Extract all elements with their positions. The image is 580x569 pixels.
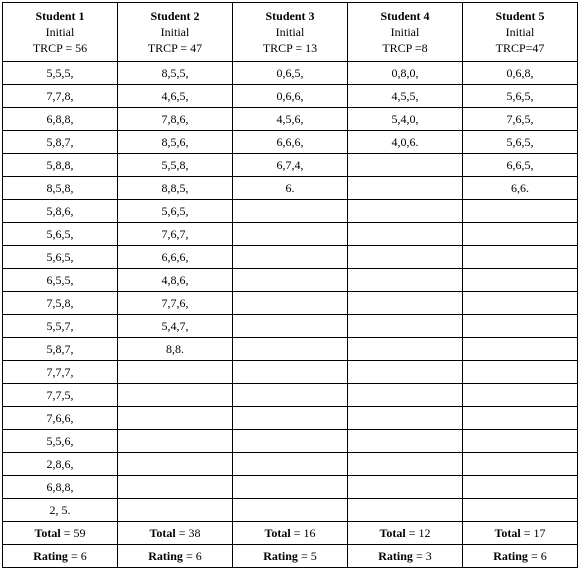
total-row xyxy=(3,522,578,545)
score-cell: 8,5,8, xyxy=(3,177,118,200)
data-row xyxy=(3,200,578,223)
score-cell xyxy=(118,384,233,407)
data-row xyxy=(3,131,578,154)
score-cell xyxy=(233,269,348,292)
student-name: Student 3 xyxy=(265,9,315,23)
score-cell: 8,8,5, xyxy=(118,177,233,200)
score-cell xyxy=(463,453,578,476)
total-cell-label: Total xyxy=(264,525,291,540)
score-cell: 0,6,5, xyxy=(233,62,348,85)
score-cell: 2, 5. xyxy=(3,499,118,522)
header-cell xyxy=(463,3,578,62)
score-cell: 7,8,6, xyxy=(118,108,233,131)
total-cell-label: Total xyxy=(34,525,61,540)
student-name: Student 1 xyxy=(35,9,85,23)
score-cell xyxy=(463,246,578,269)
score-cell xyxy=(348,246,463,269)
score-cell: 4,6,5, xyxy=(118,85,233,108)
header-cell xyxy=(118,3,233,62)
score-cell xyxy=(233,499,348,522)
total-cell-label: Total xyxy=(494,525,521,540)
score-cell: 0,8,0, xyxy=(348,62,463,85)
rating-cell xyxy=(3,545,118,568)
score-cell xyxy=(348,177,463,200)
score-cell xyxy=(233,223,348,246)
score-cell xyxy=(118,361,233,384)
score-cell: 5,8,8, xyxy=(3,154,118,177)
score-cell: 7,6,7, xyxy=(118,223,233,246)
score-cell xyxy=(463,269,578,292)
initial-label: Initial xyxy=(505,25,535,39)
score-cell xyxy=(463,223,578,246)
data-row xyxy=(3,292,578,315)
score-cell: 5,6,5, xyxy=(118,200,233,223)
score-cell: 5,6,5, xyxy=(3,246,118,269)
score-cell: 6,8,8, xyxy=(3,476,118,499)
score-cell xyxy=(233,200,348,223)
score-cell xyxy=(118,407,233,430)
total-cell xyxy=(348,522,463,545)
score-cell: 8,8. xyxy=(118,338,233,361)
score-cell xyxy=(348,499,463,522)
trcp-value: TRCP=47 xyxy=(495,41,545,55)
score-cell xyxy=(348,407,463,430)
score-cell: 0,6,6, xyxy=(233,85,348,108)
score-cell: 5,6,5, xyxy=(463,85,578,108)
score-cell xyxy=(348,154,463,177)
score-cell xyxy=(348,269,463,292)
rating-cell-label: Rating xyxy=(493,548,528,563)
total-cell-value: = 17 xyxy=(520,525,546,540)
trcp-value: TRCP =8 xyxy=(382,41,428,55)
score-cell: 5,5,5, xyxy=(3,62,118,85)
rating-row xyxy=(3,545,578,568)
data-row xyxy=(3,499,578,522)
score-cell xyxy=(233,315,348,338)
score-cell xyxy=(348,292,463,315)
score-cell xyxy=(348,223,463,246)
score-cell xyxy=(233,338,348,361)
rating-cell-value: = 6 xyxy=(527,548,547,563)
score-cell: 7,5,8, xyxy=(3,292,118,315)
data-row xyxy=(3,85,578,108)
initial-label: Initial xyxy=(275,25,305,39)
total-cell xyxy=(463,522,578,545)
rating-cell xyxy=(233,545,348,568)
trcp-value: TRCP = 56 xyxy=(32,41,88,55)
rating-cell-label: Rating xyxy=(378,548,413,563)
score-cell: 8,5,6, xyxy=(118,131,233,154)
score-cell xyxy=(348,476,463,499)
score-cell: 5,8,7, xyxy=(3,131,118,154)
total-cell-label: Total xyxy=(149,525,176,540)
data-row xyxy=(3,453,578,476)
student-name: Student 2 xyxy=(150,9,200,23)
total-cell xyxy=(233,522,348,545)
score-cell: 5,4,0, xyxy=(348,108,463,131)
trcp-value: TRCP = 47 xyxy=(147,41,203,55)
score-cell: 4,5,6, xyxy=(233,108,348,131)
data-row xyxy=(3,62,578,85)
data-row xyxy=(3,246,578,269)
score-cell: 6,6,6, xyxy=(233,131,348,154)
score-cell: 7,7,5, xyxy=(3,384,118,407)
score-cell: 5,6,5, xyxy=(3,223,118,246)
score-cell xyxy=(463,361,578,384)
scores-table-body xyxy=(3,3,578,568)
score-cell: 7,7,7, xyxy=(3,361,118,384)
data-row xyxy=(3,407,578,430)
score-cell: 6,8,8, xyxy=(3,108,118,131)
score-cell: 6. xyxy=(233,177,348,200)
score-cell xyxy=(233,430,348,453)
score-cell xyxy=(463,315,578,338)
rating-cell-label: Rating xyxy=(148,548,183,563)
data-row xyxy=(3,223,578,246)
data-row xyxy=(3,338,578,361)
score-cell xyxy=(348,338,463,361)
data-row xyxy=(3,430,578,453)
score-cell xyxy=(233,407,348,430)
score-cell: 6,7,4, xyxy=(233,154,348,177)
score-cell xyxy=(118,499,233,522)
score-cell xyxy=(348,430,463,453)
score-cell xyxy=(348,200,463,223)
score-cell xyxy=(463,338,578,361)
score-cell: 5,8,7, xyxy=(3,338,118,361)
score-cell: 7,7,8, xyxy=(3,85,118,108)
rating-cell-label: Rating xyxy=(33,548,68,563)
score-cell: 0,6,8, xyxy=(463,62,578,85)
trcp-value: TRCP = 13 xyxy=(262,41,318,55)
score-cell xyxy=(463,292,578,315)
initial-label: Initial xyxy=(160,25,190,39)
rating-cell-value: = 5 xyxy=(297,548,317,563)
score-cell: 8,5,5, xyxy=(118,62,233,85)
student-name: Student 5 xyxy=(495,9,545,23)
scores-table xyxy=(2,2,578,568)
score-cell xyxy=(233,361,348,384)
total-cell-value: = 38 xyxy=(175,525,201,540)
rating-cell xyxy=(348,545,463,568)
score-cell xyxy=(463,499,578,522)
score-cell: 6,6,6, xyxy=(118,246,233,269)
rating-cell-label: Rating xyxy=(263,548,298,563)
score-cell xyxy=(463,200,578,223)
score-cell xyxy=(233,292,348,315)
data-row xyxy=(3,269,578,292)
score-cell xyxy=(348,453,463,476)
score-cell: 7,6,6, xyxy=(3,407,118,430)
score-cell xyxy=(233,384,348,407)
score-cell xyxy=(348,384,463,407)
score-cell xyxy=(463,430,578,453)
score-cell xyxy=(233,453,348,476)
rating-cell xyxy=(463,545,578,568)
score-cell: 5,6,5, xyxy=(463,131,578,154)
total-cell xyxy=(118,522,233,545)
student-name: Student 4 xyxy=(380,9,430,23)
score-cell: 7,7,6, xyxy=(118,292,233,315)
score-cell xyxy=(118,430,233,453)
rating-cell-value: = 6 xyxy=(182,548,202,563)
total-cell xyxy=(3,522,118,545)
header-row xyxy=(3,3,578,62)
score-cell xyxy=(233,246,348,269)
data-row xyxy=(3,108,578,131)
score-cell: 4,0,6. xyxy=(348,131,463,154)
total-cell-value: = 59 xyxy=(60,525,86,540)
score-cell: 5,5,7, xyxy=(3,315,118,338)
rating-cell-value: = 3 xyxy=(412,548,432,563)
score-cell: 4,8,6, xyxy=(118,269,233,292)
score-cell: 6,5,5, xyxy=(3,269,118,292)
header-cell xyxy=(3,3,118,62)
score-cell: 5,4,7, xyxy=(118,315,233,338)
data-row xyxy=(3,384,578,407)
score-cell xyxy=(463,476,578,499)
score-cell xyxy=(463,407,578,430)
score-cell: 5,8,6, xyxy=(3,200,118,223)
score-cell xyxy=(348,361,463,384)
score-cell: 5,5,6, xyxy=(3,430,118,453)
score-cell xyxy=(463,384,578,407)
score-cell: 5,5,8, xyxy=(118,154,233,177)
initial-label: Initial xyxy=(390,25,420,39)
score-cell xyxy=(233,476,348,499)
data-row xyxy=(3,476,578,499)
total-cell-value: = 16 xyxy=(290,525,316,540)
data-row xyxy=(3,177,578,200)
total-cell-label: Total xyxy=(379,525,406,540)
initial-label: Initial xyxy=(45,25,75,39)
rating-cell xyxy=(118,545,233,568)
score-cell xyxy=(118,453,233,476)
data-row xyxy=(3,154,578,177)
score-cell: 6,6,5, xyxy=(463,154,578,177)
score-cell: 2,8,6, xyxy=(3,453,118,476)
header-cell xyxy=(348,3,463,62)
score-cell: 4,5,5, xyxy=(348,85,463,108)
score-cell xyxy=(118,476,233,499)
score-cell: 7,6,5, xyxy=(463,108,578,131)
rating-cell-value: = 6 xyxy=(67,548,87,563)
header-cell xyxy=(233,3,348,62)
data-row xyxy=(3,315,578,338)
total-cell-value: = 12 xyxy=(405,525,431,540)
data-row xyxy=(3,361,578,384)
score-cell: 6,6. xyxy=(463,177,578,200)
score-cell xyxy=(348,315,463,338)
